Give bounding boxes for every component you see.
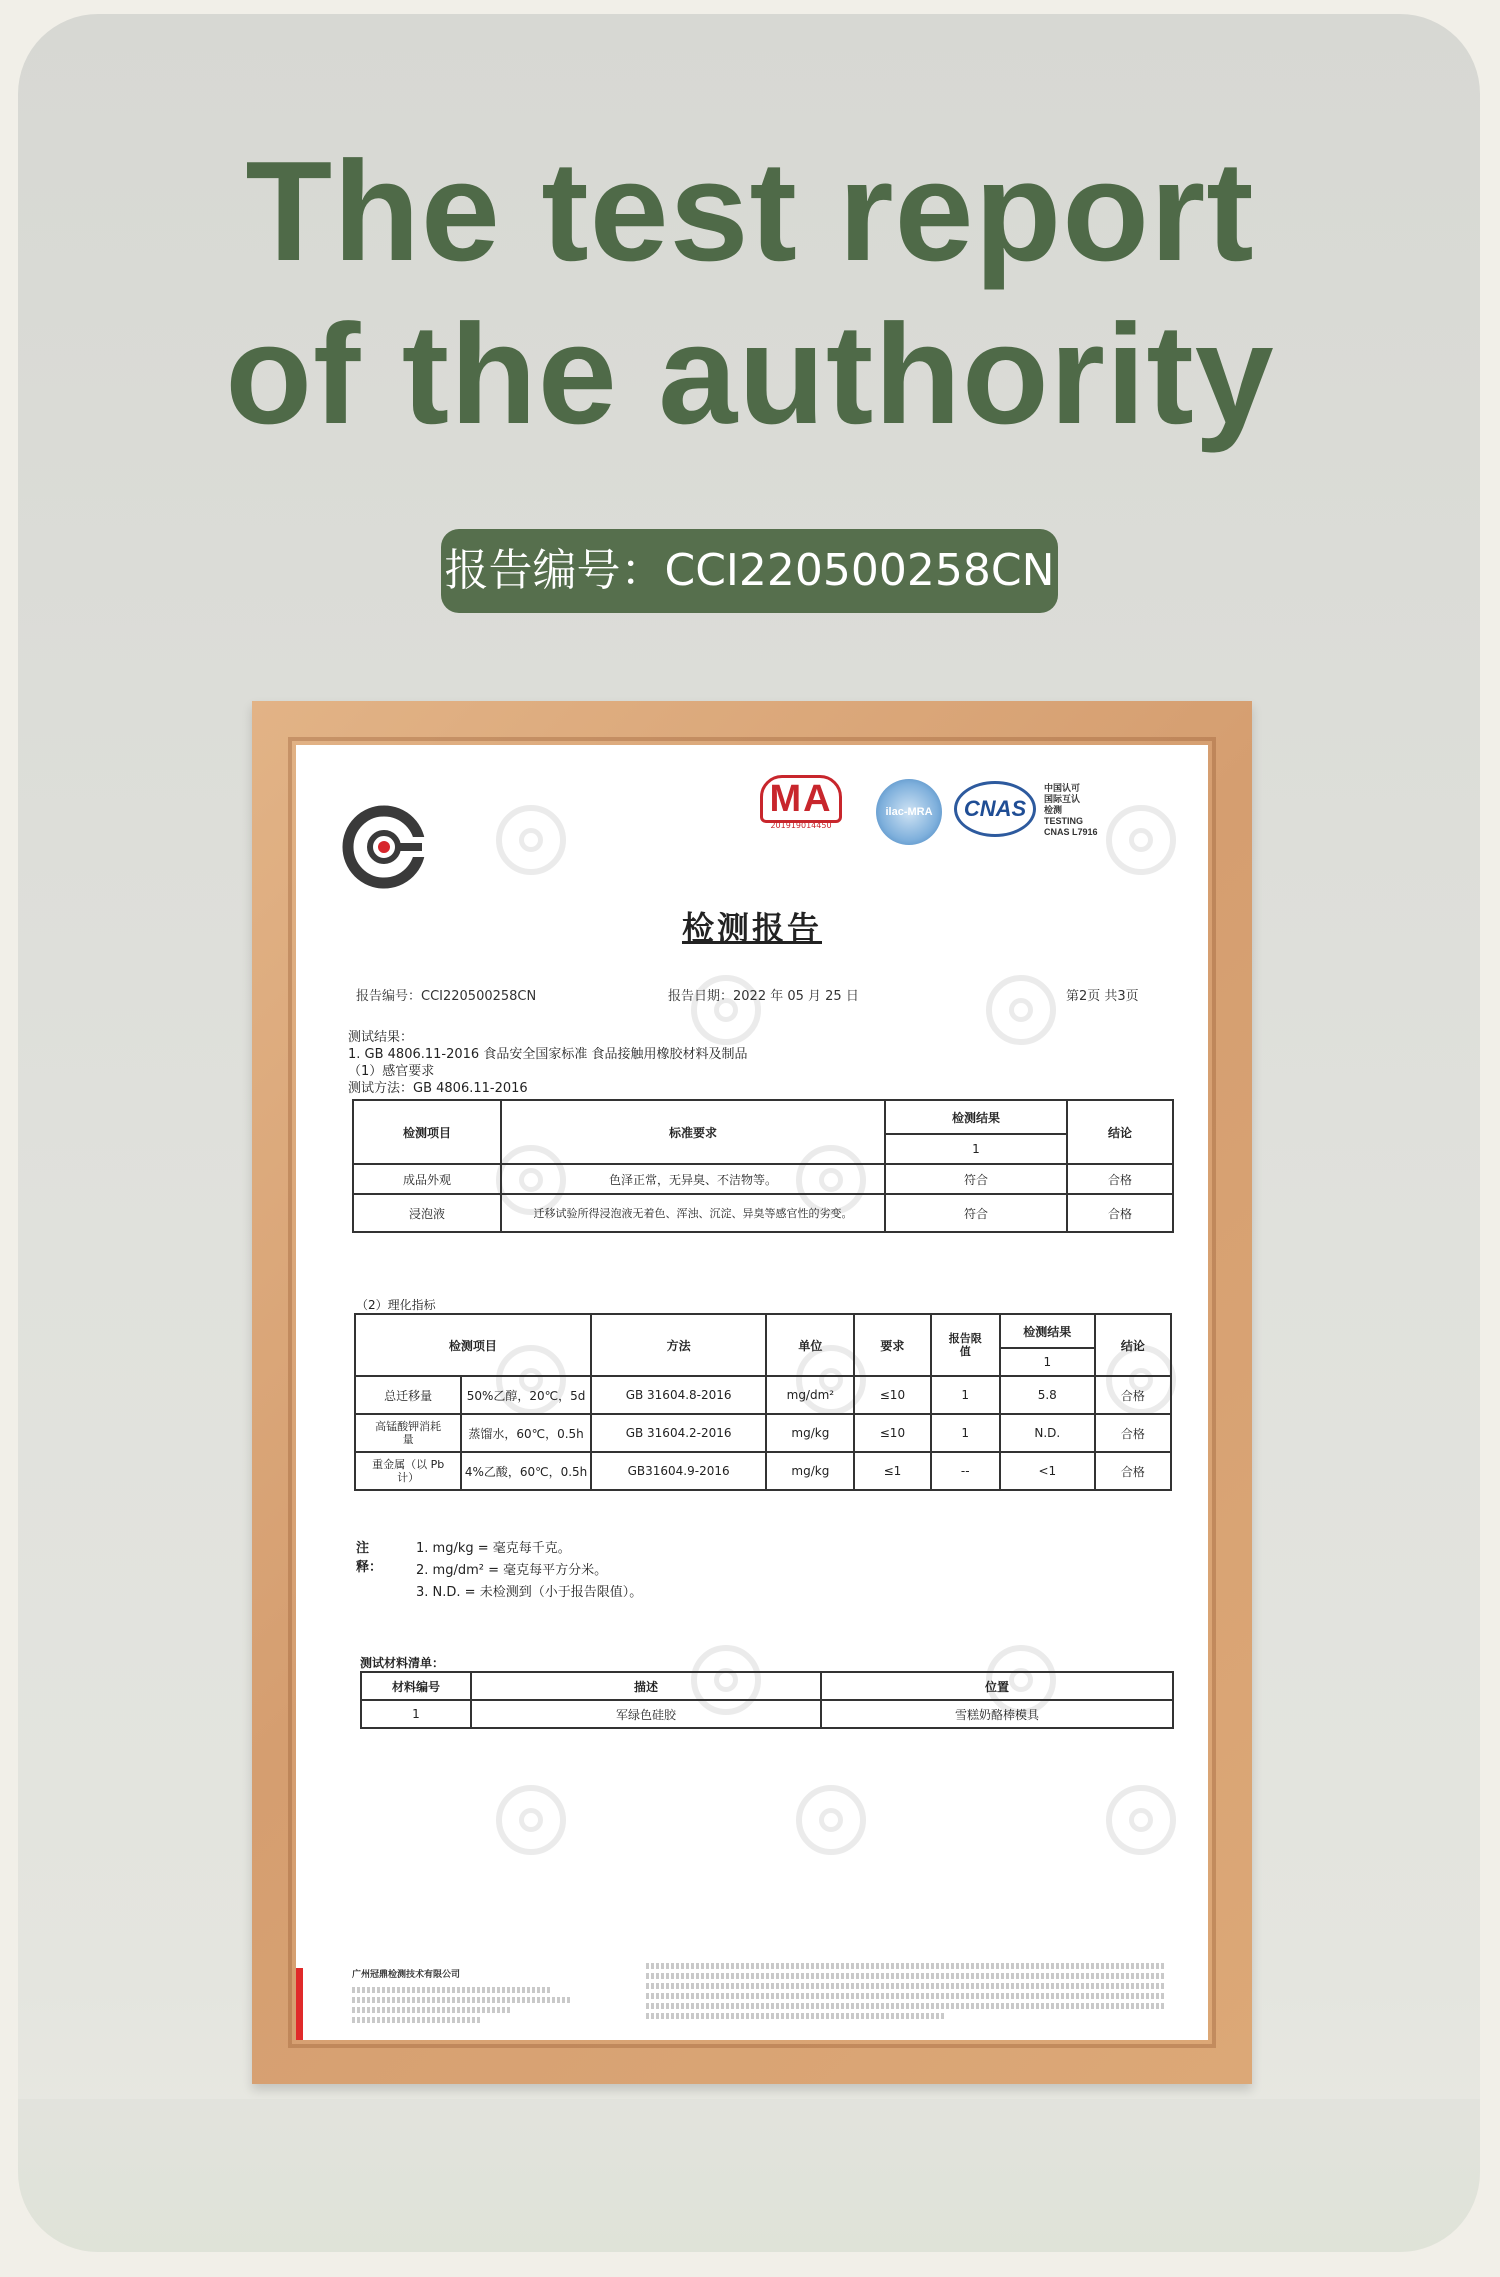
table-cell: 雪糕奶酪棒模具: [821, 1700, 1173, 1728]
cnas-caption-line: TESTING: [1044, 816, 1084, 826]
table-cell: 浸泡液: [353, 1194, 501, 1232]
cnas-caption-line: 中国认可: [1044, 783, 1081, 793]
table-cell: GB31604.9-2016: [591, 1452, 767, 1490]
method-line: 测试方法：GB 4806.11-2016: [348, 1081, 528, 1096]
watermark-icon: [986, 975, 1056, 1045]
shelf-surface: [18, 2099, 1480, 2252]
disclaimer-fineprint: [646, 2003, 1166, 2009]
cnas-caption: [1044, 783, 1124, 838]
table-header-cell: 材料编号: [361, 1672, 471, 1700]
table-cell: 高锰酸钾消耗量: [355, 1414, 461, 1452]
cma-mark: MA: [760, 775, 841, 823]
table-cell: 合格: [1095, 1452, 1171, 1490]
table-cell: 1: [931, 1376, 1000, 1414]
table-cell: 重金属（以 Pb 计）: [355, 1452, 461, 1490]
company-address-fineprint: [352, 1997, 572, 2003]
table-header-cell: 检测结果: [885, 1100, 1067, 1134]
table-header-cell: 标准要求: [501, 1100, 885, 1164]
disclaimer-fineprint: [646, 1963, 1166, 1969]
table-cell: 5.8: [1000, 1376, 1095, 1414]
note-item: 3. N.D. = 未检测到（小于报告限值）。: [416, 1585, 643, 1600]
watermark-icon: [1106, 1785, 1176, 1855]
table-header-cell: 单位: [766, 1314, 854, 1376]
table-row: [361, 1700, 1173, 1728]
table-cell: 符合: [885, 1164, 1067, 1194]
footer-accent-bar: [296, 1968, 303, 2040]
table-row: [355, 1452, 1171, 1490]
sensory-heading: （1）感官要求: [348, 1064, 435, 1079]
watermark-icon: [796, 1785, 866, 1855]
table-cell: 蒸馏水，60℃，0.5h: [461, 1414, 590, 1452]
table-cell: <1: [1000, 1452, 1095, 1490]
standard-line: 1. GB 4806.11-2016 食品安全国家标准 食品接触用橡胶材料及制品: [348, 1047, 748, 1062]
table-cell: ≤10: [854, 1376, 930, 1414]
cma-certification-logo: [756, 778, 846, 830]
watermark-icon: [496, 1785, 566, 1855]
report-number-badge: 报告编号：CCI220500258CN: [441, 529, 1058, 613]
table-header-cell: 方法: [591, 1314, 767, 1376]
table-cell: --: [931, 1452, 1000, 1490]
headline-line-1: The test report: [245, 132, 1255, 291]
physchem-heading: （2）理化指标: [356, 1298, 436, 1312]
table-row: [355, 1376, 1171, 1414]
cma-number: 201919014450: [770, 821, 832, 830]
table-header-row: [355, 1314, 1171, 1348]
table-header-row: [361, 1672, 1173, 1700]
watermark-icon: [496, 805, 566, 875]
cnas-caption-line: 国际互认: [1044, 794, 1081, 804]
document-report-date: 报告日期：2022 年 05 月 25 日: [668, 989, 859, 1004]
note-item: 2. mg/dm² = 毫克每平方分米。: [416, 1563, 608, 1578]
table-cell: 合格: [1067, 1164, 1173, 1194]
document-report-number: 报告编号：CCI220500258CN: [356, 989, 537, 1004]
company-address-fineprint: [352, 1987, 552, 1993]
test-results-block: [348, 1029, 747, 1097]
table-header-cell: 结论: [1095, 1314, 1171, 1376]
table-cell: 军绿色硅胶: [471, 1700, 821, 1728]
table-cell: 4%乙酸，60℃，0.5h: [461, 1452, 590, 1490]
table-cell: GB 31604.2-2016: [591, 1414, 767, 1452]
wooden-frame: [252, 701, 1252, 2084]
company-address-fineprint: [352, 2007, 512, 2013]
table-cell: mg/dm²: [766, 1376, 854, 1414]
disclaimer-fineprint: [646, 1983, 1166, 1989]
table-header-cell: 位置: [821, 1672, 1173, 1700]
table-header-cell: 1: [1000, 1348, 1095, 1376]
disclaimer-fineprint: [646, 1993, 1166, 1999]
table-cell: GB 31604.8-2016: [591, 1376, 767, 1414]
table-cell: 1: [361, 1700, 471, 1728]
materials-heading: 测试材料清单：: [360, 1656, 445, 1670]
table-cell: 1: [931, 1414, 1000, 1452]
table-cell: 合格: [1067, 1194, 1173, 1232]
sensory-table: [352, 1099, 1174, 1233]
cnas-caption-line: CNAS L7916: [1044, 827, 1098, 837]
table-header-cell: 检测结果: [1000, 1314, 1095, 1348]
document-page-info: 第2页 共3页: [1066, 989, 1139, 1004]
table-cell: 色泽正常，无异臭、不洁物等。: [501, 1164, 885, 1194]
table-cell: 成品外观: [353, 1164, 501, 1194]
table-header-cell: 描述: [471, 1672, 821, 1700]
table-header-row: [353, 1100, 1173, 1134]
table-cell: mg/kg: [766, 1414, 854, 1452]
ilac-mra-logo: ilac-MRA: [876, 779, 942, 845]
cnas-logo: CNAS: [954, 781, 1036, 837]
table-cell: 总迁移量: [355, 1376, 461, 1414]
table-cell: mg/kg: [766, 1452, 854, 1490]
lab-logo-icon: [340, 803, 428, 891]
company-address-fineprint: [352, 2017, 482, 2023]
materials-table: [360, 1671, 1174, 1729]
table-header-cell: 要求: [854, 1314, 930, 1376]
notes-label: 注释：: [356, 1541, 383, 1575]
table-header-cell: 结论: [1067, 1100, 1173, 1164]
table-cell: 迁移试验所得浸泡液无着色、浑浊、沉淀、异臭等感官性的劣变。: [501, 1194, 885, 1232]
table-cell: ≤10: [854, 1414, 930, 1452]
table-cell: 50%乙醇，20℃，5d: [461, 1376, 590, 1414]
table-row: [353, 1194, 1173, 1232]
table-cell: 合格: [1095, 1414, 1171, 1452]
table-cell: 符合: [885, 1194, 1067, 1232]
table-row: [353, 1164, 1173, 1194]
table-header-cell: 报告限值: [931, 1314, 1000, 1376]
section-result-label: 测试结果：: [348, 1030, 414, 1045]
physchem-table: [354, 1313, 1172, 1491]
note-item: 1. mg/kg = 毫克每千克。: [416, 1541, 571, 1556]
disclaimer-fineprint: [646, 1973, 1166, 1979]
table-header-cell: 检测项目: [355, 1314, 591, 1376]
table-row: [355, 1414, 1171, 1452]
document-title: 检测报告: [681, 909, 822, 947]
headline-line-2: of the authority: [225, 295, 1275, 454]
table-cell: ≤1: [854, 1452, 930, 1490]
table-header-cell: 1: [885, 1134, 1067, 1164]
disclaimer-fineprint: [646, 2013, 946, 2019]
cnas-caption-line: 检测: [1044, 805, 1063, 815]
table-cell: 合格: [1095, 1376, 1171, 1414]
table-header-cell: 检测项目: [353, 1100, 501, 1164]
table-cell: N.D.: [1000, 1414, 1095, 1452]
report-paper: [296, 745, 1208, 2040]
company-name: 广州冠鼎检测技术有限公司: [352, 1970, 461, 1980]
